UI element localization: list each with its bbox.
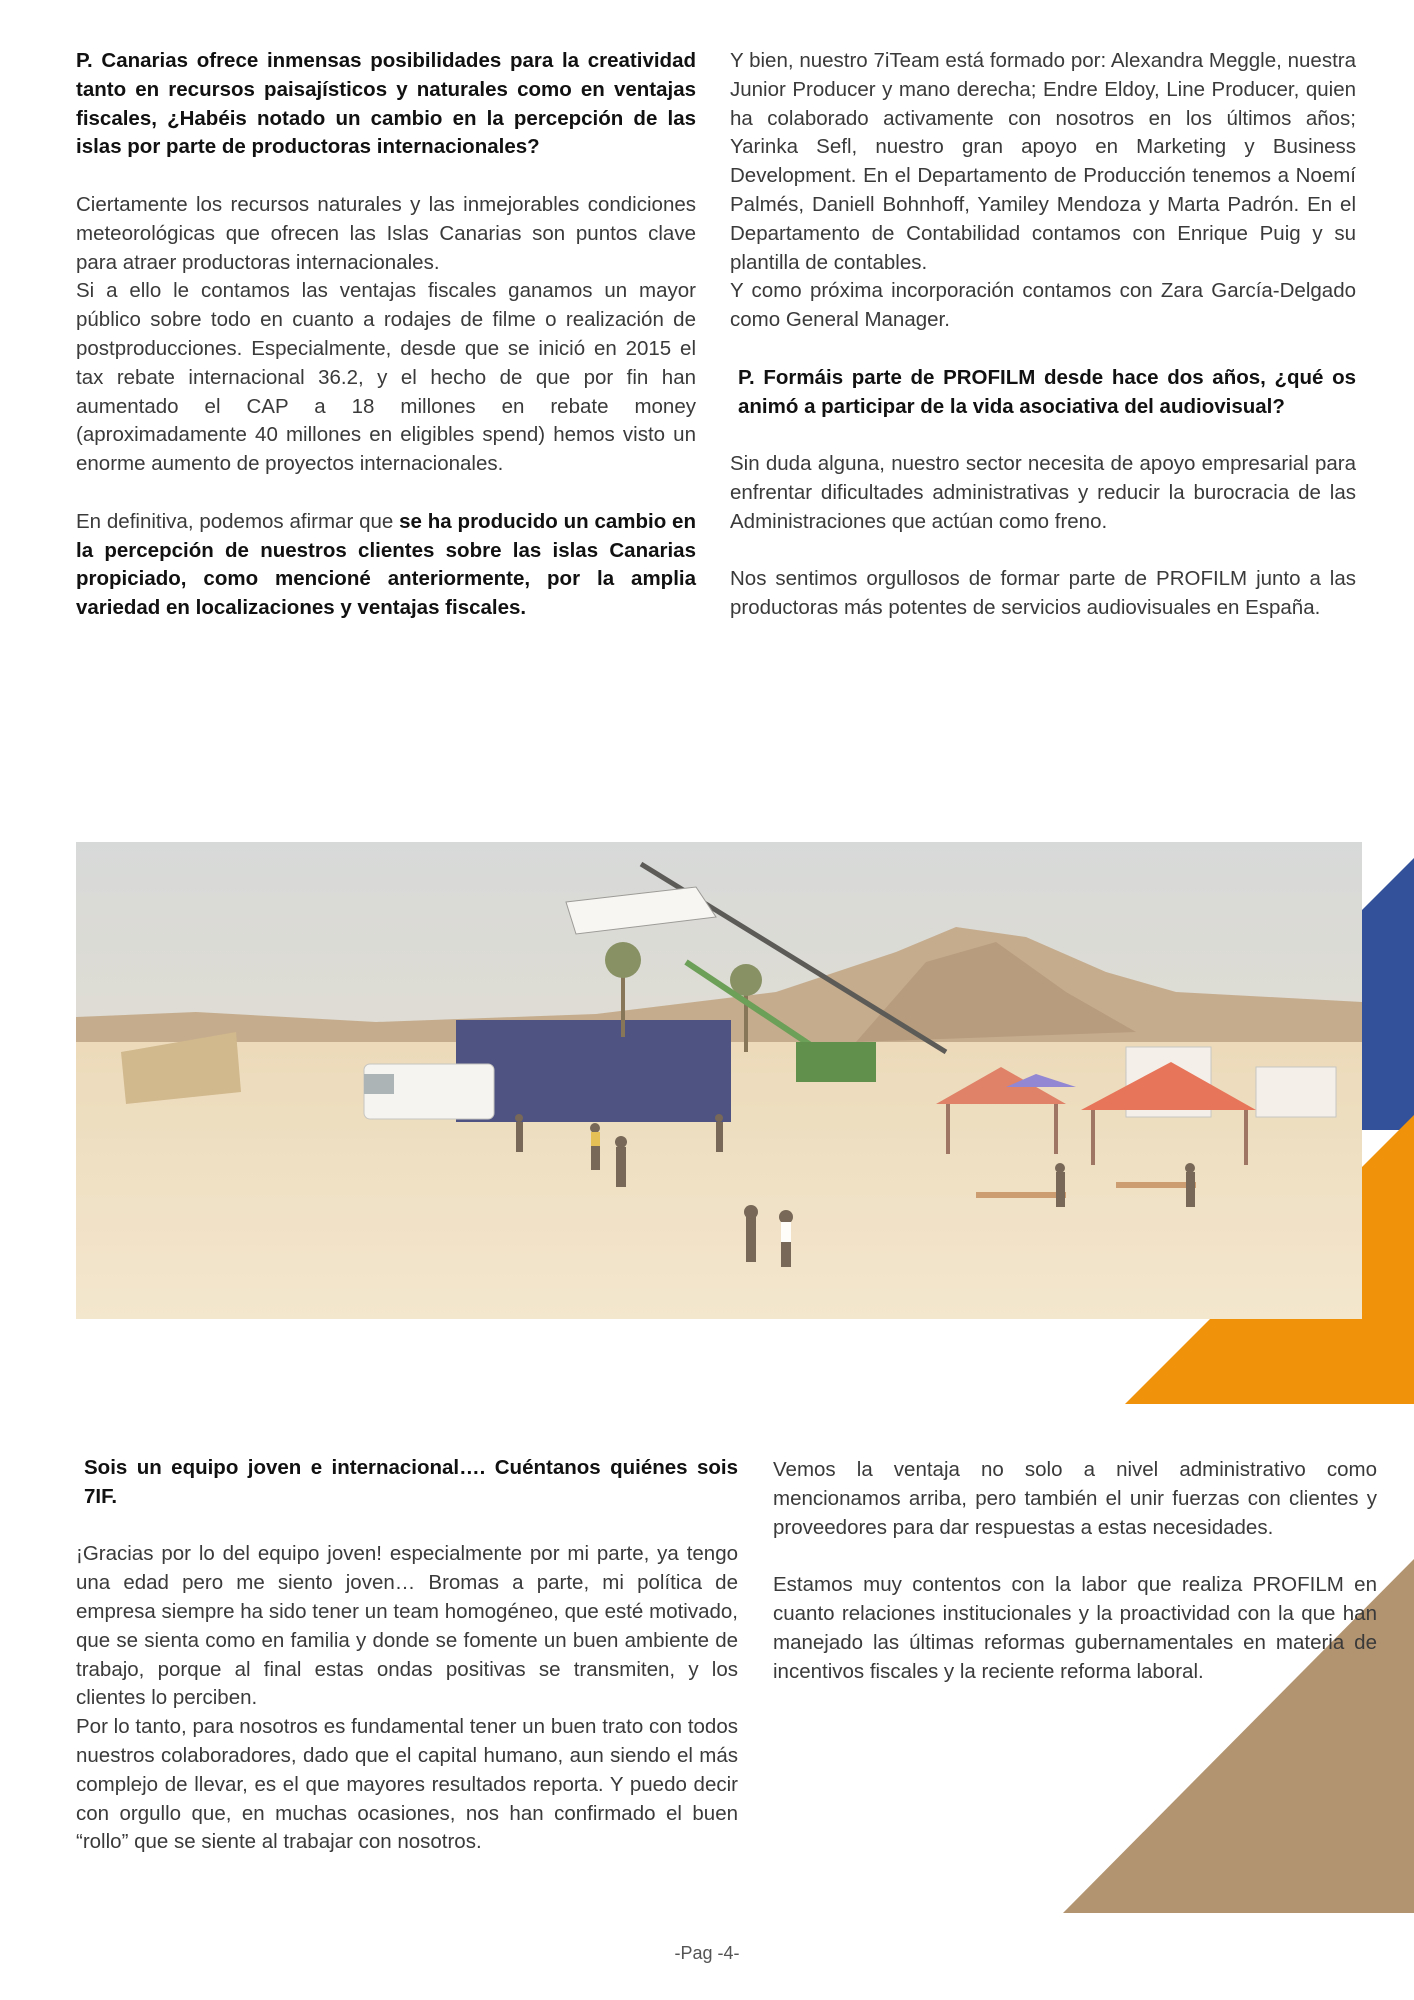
question-equipo: Sois un equipo joven e internacional…. Cuéntanos quiénes sois 7IF. <box>84 1456 738 1508</box>
answer-paragraph: Sin duda alguna, nuestro sector necesita de apoyo empresarial para enfrentar dificultades administrativas y reducir la burocracia de las Administraciones que actúan como freno. <box>730 452 1356 533</box>
answer-paragraph: Por lo tanto, para nosotros es fundamental tener un buen trato con todos nuestros colaboradores, dado que el capital humano, aun siendo el más complejo de llevar, es el que mayores resultados reporta. Y puedo decir con orgullo que, en muchas ocasiones, nos han confirmado el buen “rollo” que se siente al trabajar con nosotros. <box>76 1715 738 1854</box>
answer-paragraph: Estamos muy contentos con la labor que realiza PROFILM en cuanto relaciones institucionales y la proactividad con la que han manejado las últimas reformas gubernamentales en materia de incentivos fiscales y la reciente reforma laboral. <box>773 1573 1377 1683</box>
blue-triangle-shape <box>1362 858 1414 1130</box>
article-column-2 <box>730 47 1356 623</box>
answer-paragraph: Si a ello le contamos las ventajas fiscales ganamos un mayor público sobre todo en cuanto a rodajes de filme o realización de postproducciones. Especialmente, desde que se inició en 2015 el tax rebate internacional 36.2, y el hecho de que por fin han aumentado el CAP a 18 millones en rebate money (aproximadamente 40 millones en eligibles spend) hemos visto un enorme aumento de proyectos internacionales. <box>76 279 696 476</box>
question-profilm: P. Formáis parte de PROFILM desde hace dos años, ¿qué os animó a participar de la vida asociativa del audiovisual? <box>738 365 1356 418</box>
answer-paragraph: ¡Gracias por lo del equipo joven! especialmente por mi parte, ya tengo una edad pero me siento joven… Bromas a parte, mi política de empresa siempre ha sido tener un team homogéneo, que esté motivado, que se sienta como en familia y donde se fomente un buen ambiente de trabajo, porque al final estas ondas positivas se transmiten, y los clientes lo perciben. <box>76 1542 738 1710</box>
film-set-photo <box>76 842 1362 1319</box>
page-number: -Pag -4- <box>674 1943 740 1963</box>
answer-paragraph <box>76 508 696 623</box>
answer-paragraph: Y como próxima incorporación contamos con Zara García-Delgado como General Manager. <box>730 279 1356 332</box>
answer-text: En definitiva, podemos afirmar que <box>76 509 400 533</box>
answer-paragraph: Nos sentimos orgullosos de formar parte de PROFILM junto a las productoras más potentes de servicios audiovisuales en España. <box>730 567 1356 620</box>
answer-paragraph: Vemos la ventaja no solo a nivel administrativo como mencionamos arriba, pero también el unir fuerzas con clientes y proveedores para dar respuestas a estas necesidades. <box>773 1458 1377 1539</box>
article-column-4 <box>773 1456 1377 1686</box>
question-canarias: P. Canarias ofrece inmensas posibilidades para la creatividad tanto en recursos paisajísticos y naturales como en ventajas fiscales, ¿Habéis notado un cambio en la percepción de las islas por parte de productoras internacionales? <box>76 49 696 159</box>
article-column-1 <box>76 47 696 623</box>
answer-paragraph: Y bien, nuestro 7iTeam está formado por: Alexandra Meggle, nuestra Junior Producer y mano derecha; Endre Eldoy, Line Producer, quien ha colaborado activamente con nosotros en los últimos años; Yarinka Sefl, nuestro gran apoyo en Marketing y Business Development. En el Departamento de Producción tenemos a Noemí Palmés, Daniell Bohnhoff, Yamiley Mendoza y Marta Padrón. En el Departamento de Contabilidad contamos con Enrique Puig y su plantilla de contables. <box>730 49 1356 274</box>
article-column-3 <box>76 1454 738 1857</box>
answer-paragraph: Ciertamente los recursos naturales y las inmejorables condiciones meteorológicas que ofrecen las Islas Canarias son puntos clave para atraer productoras internacionales. <box>76 192 696 274</box>
answer-highlight: se ha producido un cambio en la percepción de nuestros clientes sobre las islas Canarias propiciado, como mencioné anteriormente, por la amplia variedad en localizaciones y ventajas fiscales. <box>76 509 696 620</box>
